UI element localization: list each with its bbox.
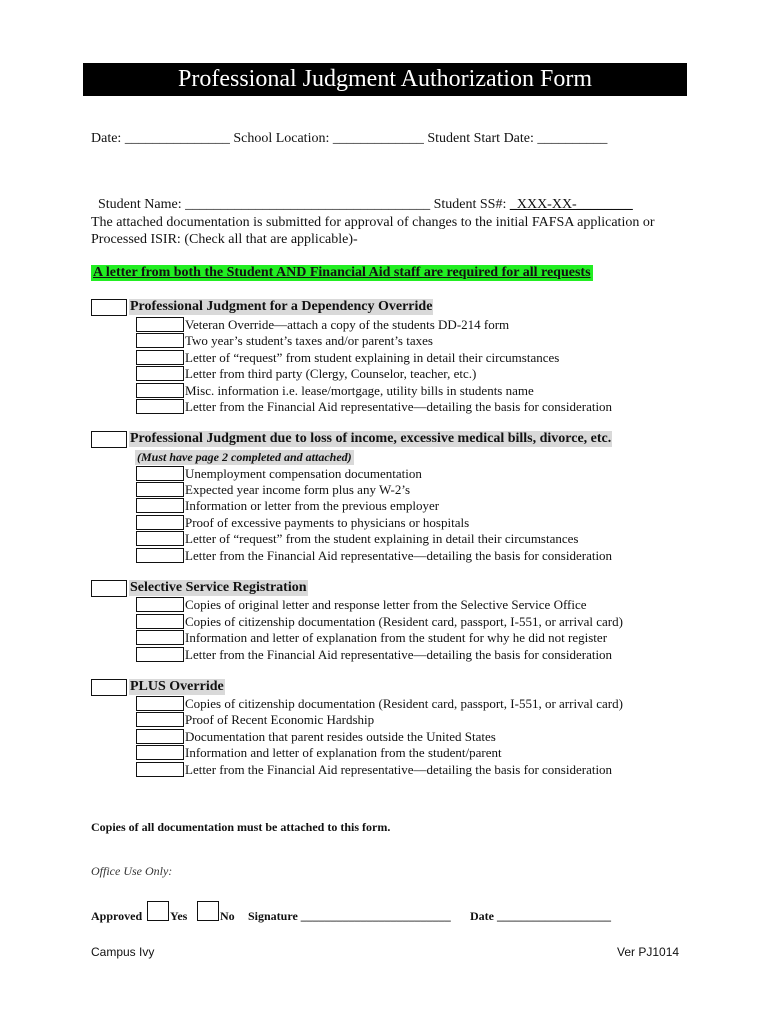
- item-label: Letter from the Financial Aid representative—detailing the basis for consideration: [185, 399, 613, 414]
- approved-label: Approved: [91, 909, 143, 923]
- item-label: Unemployment compensation documentation: [185, 466, 422, 481]
- yes-label: Yes: [170, 909, 188, 923]
- item-checkbox[interactable]: [136, 630, 184, 645]
- item-checkbox[interactable]: [136, 399, 184, 414]
- item-checkbox[interactable]: [136, 712, 184, 727]
- approval-date-field[interactable]: Date ___________________: [470, 909, 611, 923]
- item-label: Expected year income form plus any W-2’s: [185, 482, 411, 497]
- item-label: Information and letter of explanation from the student for why he did not register: [185, 630, 608, 645]
- section-dependency-checkbox[interactable]: [91, 299, 127, 316]
- section-plus-override-title: PLUS Override: [130, 679, 224, 694]
- intro-paragraph: The attached documentation is submitted for approval of changes to the initial FAFSA application or Processed ISIR: (Check all that are applicable)-: [91, 215, 655, 247]
- footer-version-text: Ver PJ1014: [617, 945, 680, 959]
- item-label: Misc. information i.e. lease/mortgage, utility bills in students name: [185, 383, 534, 398]
- item-label: Copies of citizenship documentation (Resident card, passport, I-551, or arrival card): [185, 614, 623, 629]
- item-label: Copies of original letter and response letter from the Selective Service Office: [185, 597, 587, 612]
- item-label: Copies of citizenship documentation (Resident card, passport, I-551, or arrival card): [185, 696, 623, 711]
- section-loss-of-income-title: Professional Judgment due to loss of income, excessive medical bills, divorce, etc.: [130, 431, 612, 446]
- item-checkbox[interactable]: [136, 466, 184, 481]
- item-checkbox[interactable]: [136, 482, 184, 497]
- item-label: Documentation that parent resides outside the United States: [185, 729, 496, 744]
- item-checkbox[interactable]: [136, 383, 184, 398]
- section-selective-service-title: Selective Service Registration: [130, 580, 307, 595]
- item-checkbox[interactable]: [136, 762, 184, 777]
- item-checkbox[interactable]: [136, 350, 184, 365]
- student-name-field-label: Student Name: ___________________________________ Student SS#:: [98, 197, 510, 212]
- item-checkbox[interactable]: [136, 614, 184, 629]
- item-checkbox[interactable]: [136, 548, 184, 563]
- footer-left-text: Campus Ivy: [91, 945, 155, 959]
- requirement-highlight: A letter from both the Student AND Financial Aid staff are required for all requests: [93, 265, 591, 280]
- copies-note: Copies of all documentation must be attached to this form.: [91, 820, 391, 834]
- item-label: Information and letter of explanation from the student/parent: [185, 745, 502, 760]
- form-title: Professional Judgment Authorization Form: [83, 63, 687, 96]
- item-label: Letter from the Financial Aid representative—detailing the basis for consideration: [185, 762, 613, 777]
- section-loss-of-income-checkbox[interactable]: [91, 431, 127, 448]
- office-use-label: Office Use Only:: [91, 864, 173, 878]
- item-checkbox[interactable]: [136, 333, 184, 348]
- section-note: (Must have page 2 completed and attached): [137, 450, 352, 464]
- item-checkbox[interactable]: [136, 515, 184, 530]
- item-checkbox[interactable]: [136, 498, 184, 513]
- student-name-ss-fields[interactable]: [91, 181, 633, 213]
- item-checkbox[interactable]: [136, 745, 184, 760]
- approved-no-checkbox[interactable]: [197, 901, 219, 921]
- item-label: Two year’s student’s taxes and/or parent’s taxes: [185, 333, 433, 348]
- item-label: Letter of “request” from the student explaining in detail their circumstances: [185, 531, 579, 546]
- item-checkbox[interactable]: [136, 366, 184, 381]
- student-ss-value: _XXX-XX-________: [509, 197, 633, 212]
- item-label: Letter from the Financial Aid representative—detailing the basis for consideration: [185, 548, 613, 563]
- no-label: No: [220, 909, 235, 923]
- item-checkbox[interactable]: [136, 317, 184, 332]
- item-checkbox[interactable]: [136, 597, 184, 612]
- approved-yes-checkbox[interactable]: [147, 901, 169, 921]
- item-label: Letter of “request” from student explaining in detail their circumstances: [185, 350, 560, 365]
- section-selective-service-checkbox[interactable]: [91, 580, 127, 597]
- signature-field[interactable]: Signature _________________________: [248, 909, 451, 923]
- item-checkbox[interactable]: [136, 531, 184, 546]
- item-label: Veteran Override—attach a copy of the students DD-214 form: [185, 317, 510, 332]
- item-label: Letter from the Financial Aid representative—detailing the basis for consideration: [185, 647, 613, 662]
- date-location-start-fields[interactable]: Date: _______________ School Location: _____________ Student Start Date: __________: [91, 131, 608, 146]
- item-checkbox[interactable]: [136, 729, 184, 744]
- item-label: Proof of excessive payments to physicians or hospitals: [185, 515, 470, 530]
- section-dependency-title: Professional Judgment for a Dependency Override: [130, 299, 433, 314]
- item-label: Letter from third party (Clergy, Counselor, teacher, etc.): [185, 366, 477, 381]
- item-label: Proof of Recent Economic Hardship: [185, 712, 375, 727]
- item-checkbox[interactable]: [136, 647, 184, 662]
- item-label: Information or letter from the previous employer: [185, 498, 440, 513]
- item-checkbox[interactable]: [136, 696, 184, 711]
- section-plus-override-checkbox[interactable]: [91, 679, 127, 696]
